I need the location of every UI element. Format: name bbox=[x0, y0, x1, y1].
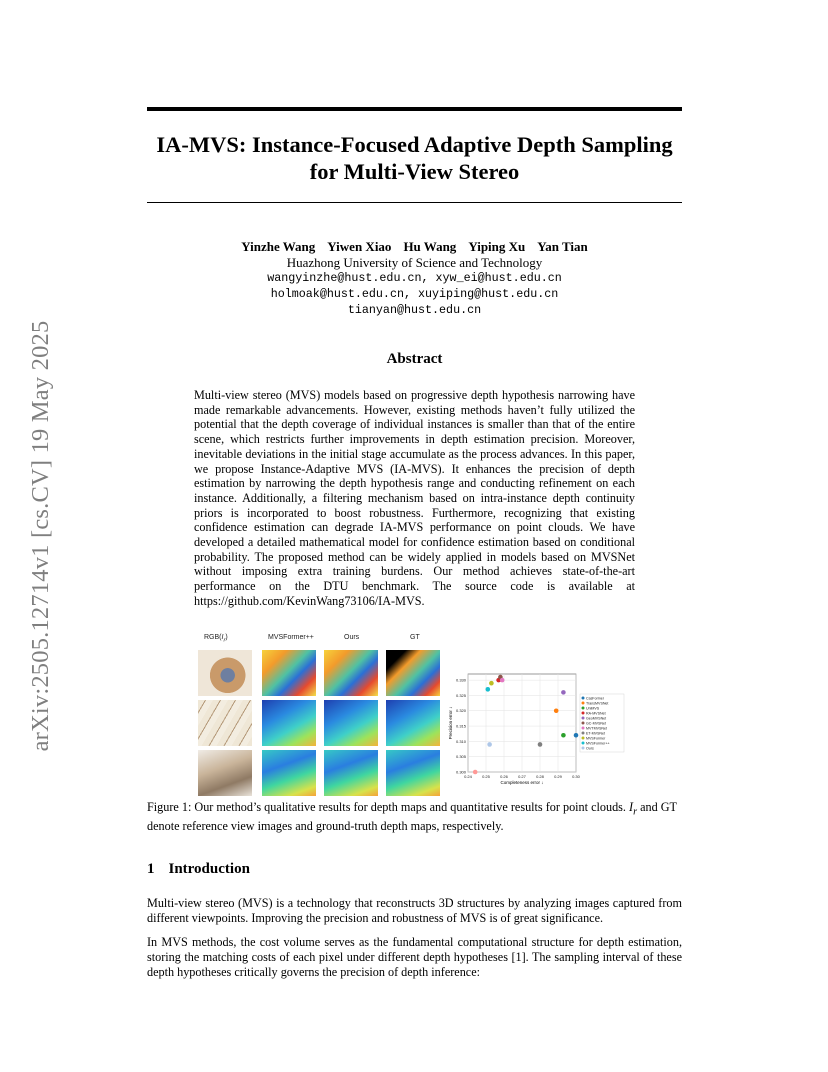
legend-label: MVTMVSNet bbox=[586, 726, 607, 731]
x-tick-label: 0.25 bbox=[482, 774, 490, 779]
y-tick-label: 0.300 bbox=[455, 769, 466, 775]
data-point bbox=[487, 742, 492, 747]
legend-marker bbox=[582, 717, 585, 720]
legend-marker bbox=[582, 727, 585, 730]
depth-map-ours bbox=[324, 700, 378, 746]
y-tick-label: 0.305 bbox=[455, 754, 466, 760]
legend-marker bbox=[582, 742, 585, 745]
data-point bbox=[561, 733, 566, 738]
title-rule-top bbox=[147, 107, 682, 111]
section-heading bbox=[147, 861, 250, 878]
x-tick-label: 0.30 bbox=[572, 774, 580, 779]
affiliation: Huazhong University of Science and Technology bbox=[286, 255, 543, 270]
title-line-1: IA-MVS: Instance-Focused Adaptive Depth Sampling bbox=[156, 132, 673, 157]
data-point bbox=[538, 742, 543, 747]
legend-marker bbox=[582, 737, 585, 740]
legend-label: UniMVS bbox=[586, 706, 600, 711]
data-point bbox=[473, 770, 478, 775]
abstract-heading: Abstract bbox=[386, 351, 443, 367]
legend-marker bbox=[582, 747, 585, 750]
author-name: Yiwen Xiao bbox=[327, 239, 392, 254]
author-name: Hu Wang bbox=[403, 239, 457, 254]
legend-label: MVSFormer++ bbox=[586, 741, 610, 746]
email-line[interactable]: tianyan@hust.edu.cn bbox=[347, 302, 482, 317]
depth-map-mvsformer bbox=[262, 650, 316, 696]
author-block bbox=[140, 239, 689, 318]
legend-label: GeoMVSNet bbox=[586, 716, 607, 721]
precision-completeness-scatter bbox=[446, 668, 638, 796]
legend-marker bbox=[582, 702, 585, 705]
depth-map-gt bbox=[386, 700, 440, 746]
title-rule-bottom bbox=[147, 202, 682, 203]
column-label-ours: Ours bbox=[344, 634, 360, 641]
data-point bbox=[500, 678, 505, 683]
depth-map-gt bbox=[386, 650, 440, 696]
rgb-thumbnail bbox=[198, 700, 252, 746]
legend-marker bbox=[582, 712, 585, 715]
x-tick-label: 0.27 bbox=[518, 774, 526, 779]
email-line[interactable]: wangyinzhe@hust.edu.cn, xyw_ei@hust.edu.cn bbox=[267, 271, 562, 285]
arxiv-identifier[interactable]: arXiv:2505.12714v1 [cs.CV] 19 May 2025 bbox=[27, 320, 54, 752]
author-names bbox=[140, 239, 689, 255]
y-tick-label: 0.330 bbox=[455, 677, 466, 683]
author-name: Yiping Xu bbox=[468, 239, 526, 254]
depth-map-mvsformer bbox=[262, 700, 316, 746]
paper-title bbox=[140, 131, 689, 185]
rgb-thumbnail bbox=[198, 650, 252, 696]
data-point bbox=[574, 733, 579, 738]
section-number: 1 bbox=[147, 861, 155, 877]
y-tick-label: 0.325 bbox=[455, 692, 466, 698]
legend-label: ET-MVSNet bbox=[586, 731, 605, 736]
data-point bbox=[561, 690, 566, 695]
y-tick-label: 0.315 bbox=[455, 723, 466, 729]
author-name: Yinzhe Wang bbox=[241, 239, 316, 254]
rgb-thumbnail bbox=[198, 750, 252, 796]
column-label-gt: GT bbox=[410, 634, 420, 641]
x-tick-label: 0.26 bbox=[500, 774, 508, 779]
email-line[interactable]: holmoak@hust.edu.cn, xuyiping@hust.edu.cn bbox=[270, 286, 559, 301]
legend-label: RA-MVSNet bbox=[586, 711, 606, 716]
y-axis-label: Precision error ↓ bbox=[448, 706, 453, 740]
figure-caption: Figure 1: Our method’s qualitative results for depth maps and quantitative results for point clouds. $I_r$ and GT denote reference view images and ground-truth depth maps, respectively. bbox=[147, 800, 677, 834]
legend-marker bbox=[582, 707, 585, 710]
x-tick-label: 0.24 bbox=[464, 774, 472, 779]
legend-marker bbox=[582, 697, 585, 700]
y-tick-label: 0.310 bbox=[455, 738, 466, 744]
abstract-text: Multi-view stereo (MVS) models based on progressive depth hypothesis narrowing have made remarkable advancements. However, existing methods haven’t fully utilized the potential that the depth coverage of individual instances is smaller than that of the entire scene, which restricts further improvements in depth estimation precision. Moreover, inevitable deviations in the initial stage accumulate as the process advances. In this paper, we propose Instance-Adaptive MVS (IA-MVS). It enhances the precision of depth estimation by narrowing the depth hypothesis range and conducting refinement on each instance. Additionally, a filtering mechanism based on intra-instance depth continuity priors is incorporated to boost robustness. Furthermore, recognizing that existing confidence estimation can degrade IA-MVS performance on point clouds. We have developed a detailed mathematical model for confidence estimation based on conditional probability. The proposed method can be widely applied in models based on MVSNet without imposing extra training burdens. Our method achieves state-of-the-art performance on the DTU benchmark. The source code is available at https://github.com/KevinWang73106/IA-MVS. bbox=[194, 388, 635, 608]
depth-map-ours bbox=[324, 750, 378, 796]
title-line-2: for Multi-View Stereo bbox=[309, 159, 520, 184]
depth-map-mvsformer bbox=[262, 750, 316, 796]
y-tick-label: 0.320 bbox=[455, 708, 466, 714]
arxiv-sidebar bbox=[18, 296, 64, 776]
column-label-rgb: $RGB(I_r)$ bbox=[204, 634, 228, 644]
data-point bbox=[554, 708, 559, 713]
legend-label: Ours bbox=[586, 746, 594, 751]
x-axis-label: Completeness error ↓ bbox=[500, 780, 544, 785]
legend-label: TransMVSNet bbox=[586, 701, 609, 706]
depth-map-gt bbox=[386, 750, 440, 796]
data-point bbox=[486, 687, 491, 692]
x-tick-label: 0.29 bbox=[554, 774, 562, 779]
legend-marker bbox=[582, 732, 585, 735]
data-point bbox=[489, 681, 494, 686]
legend-marker bbox=[582, 722, 585, 725]
legend-label: CasFormer bbox=[586, 696, 604, 701]
legend-label: MVSFormer bbox=[586, 736, 606, 741]
legend-label: GC-MVSNet bbox=[586, 721, 606, 726]
section-title: Introduction bbox=[168, 861, 250, 877]
depth-map-ours bbox=[324, 650, 378, 696]
body-paragraph: In MVS methods, the cost volume serves as the fundamental computational structure for depth estimation, storing the matching costs of each pixel under different depth hypotheses [1]. The sampling interval of these depth hypotheses critically governs the precision of depth inference: bbox=[147, 935, 682, 979]
figure-1 bbox=[194, 634, 634, 796]
x-tick-label: 0.28 bbox=[536, 774, 544, 779]
author-name: Yan Tian bbox=[537, 239, 588, 254]
column-label-mvsformer: MVSFormer++ bbox=[268, 634, 314, 641]
body-paragraph: Multi-view stereo (MVS) is a technology that reconstructs 3D structures by analyzing images captured from different viewpoints. Improving the precision and robustness of MVS is of great significance. bbox=[147, 896, 682, 925]
